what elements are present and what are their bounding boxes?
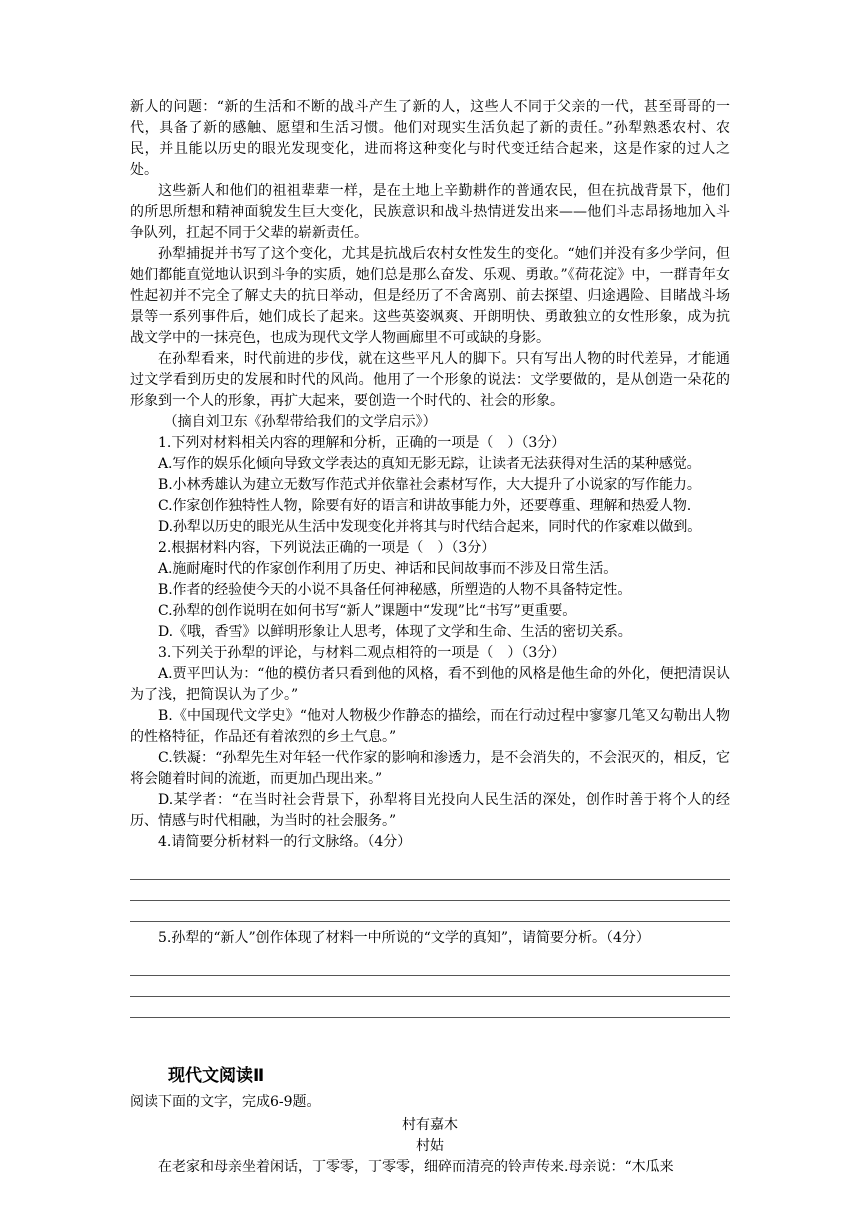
answer-line[interactable] [130,955,730,976]
question-1-stem: 1.下列对材料相关内容的理解和分析，正确的一项是（ ）（3分） [158,435,566,451]
answer-line[interactable] [130,859,730,880]
question-2-option-d: D.《哦，香雪》以鲜明形象让人思考，体现了文学和生命、生活的密切关系。 [158,624,632,640]
question-2-option-c: C.孙犁的创作说明在如何书写“新人”课题中“发现”比“书写”更重要。 [158,603,577,619]
question-1-option-b: B.小林秀雄认为建立无数写作范式并依靠社会素材写作，大大提升了小说家的写作能力。 [158,477,701,493]
question-1-option-a: A.写作的娱乐化倾向导致文学表达的真知无影无踪，让读者无法获得对生活的某种感觉。 [158,456,701,472]
question-4-stem: 4.请简要分析材料一的行文脉络。（4分） [158,834,412,850]
section-instruction: 阅读下面的文字，完成6-9题。 [130,1094,321,1110]
question-4-answer-area[interactable] [130,859,730,922]
question-2-option-a: A.施耐庵时代的作家创作利用了历史、神话和民间故事而不涉及日常生活。 [158,561,618,577]
answer-line[interactable] [130,901,730,922]
question-2-stem: 2.根据材料内容，下列说法正确的一项是（ ）（3分） [158,540,496,556]
question-5-stem: 5.孙犁的“新人”创作体现了材料一中所说的“文学的真知”，请简要分析。（4分） [158,930,650,946]
source-citation: （摘自刘卫东《孙犁带给我们的文学启示》） [163,414,437,430]
paragraph-3: 孙犁捕捉并书写了这个变化，尤其是抗战后农村女性发生的变化。“她们并没有多少学问，但她们都能直觉地认识到斗争的实质，她们总是那么奋发、乐观、勇敢。”《荷花淀》中，一群青年女性起初并不完全了解丈夫的抗日举动，但是经历了不舍离别、前去探望、归途遇险、目睹战斗场景等一系列事件后，她们成长了起来。这些英姿飒爽、开朗明快、勇敢独立的女性形象，成为抗战文学中的一抹亮色，也成为现代文学人物画廊里不可或缺的身影。 [130,246,730,346]
answer-line[interactable] [130,976,730,997]
article-first-line: 在老家和母亲坐着闲话，丁零零，丁零零，细碎而清亮的铃声传来.母亲说：“木瓜来 [158,1159,674,1175]
paragraph-4: 在孙犁看来，时代前进的步伐，就在这些平凡人的脚下。只有写出人物的时代差异，才能通过文学看到历史的发展和时代的风尚。他用了一个形象的说法：文学要做的，是从创造一朵花的形象到一个人的形象，再扩大起来，要创造一个时代的、社会的形象。 [130,351,730,409]
answer-line[interactable] [130,997,730,1018]
question-3-option-d: D.某学者：“在当时社会背景下，孙犁将目光投向人民生活的深处，创作时善于将个人的经历、情感与时代相融，为当时的社会服务。” [130,792,730,829]
article-title: 村有嘉木 [402,1117,458,1133]
paragraph-2: 这些新人和他们的祖祖辈辈一样，是在土地上辛勤耕作的普通农民，但在抗战背景下，他们的所思所想和精神面貌发生巨大变化，民族意识和战斗热情迸发出来——他们斗志昂扬地加入斗争队列，扛起不同于父辈的崭新责任。 [130,183,730,241]
section-title: 现代文阅读Ⅱ [168,1066,265,1086]
question-3-option-a: A.贾平凹认为：“他的模仿者只看到他的风格，看不到他的风格是他生命的外化，便把清误认为了浅，把简误认为了少。” [130,666,730,703]
paragraph-1: 新人的问题：“新的生活和不断的战斗产生了新的人，这些人不同于父亲的一代，甚至哥哥的一代，具备了新的感触、愿望和生活习惯。他们对现实生活负起了新的责任。”孙犁熟悉农村、农民，并且能以历史的眼光发现变化，进而将这种变化与时代变迁结合起来，这是作家的过人之处。 [130,99,730,178]
question-3-stem: 3.下列关于孙犁的评论，与材料二观点相符的一项是（ ）（3分） [158,645,566,661]
question-5-answer-area[interactable] [130,955,730,1018]
question-3-option-c: C.铁凝：“孙犁先生对年轻一代作家的影响和渗透力，是不会消失的，不会泯灭的，相反，它将会随着时间的流逝，而更加凸现出来。” [130,750,730,787]
document-page [130,97,730,1178]
question-2-option-b: B.作者的经验使今天的小说不具备任何神秘感，所塑造的人物不具备特定性。 [158,582,632,598]
article-author: 村姑 [416,1138,444,1154]
question-1-option-c: C.作家创作独特性人物，除要有好的语言和讲故事能力外，还要尊重、理解和热爱人物. [158,498,692,514]
question-3-option-b: B.《中国现代文学史》“他对人物极少作静态的描绘，而在行动过程中寥寥几笔又勾勒出人物的性格特征，作品还有着浓烈的乡土气息。” [130,708,730,745]
answer-line[interactable] [130,880,730,901]
question-1-option-d: D.孙犁以历史的眼光从生活中发现变化并将其与时代结合起来，同时代的作家难以做到。 [158,519,702,535]
